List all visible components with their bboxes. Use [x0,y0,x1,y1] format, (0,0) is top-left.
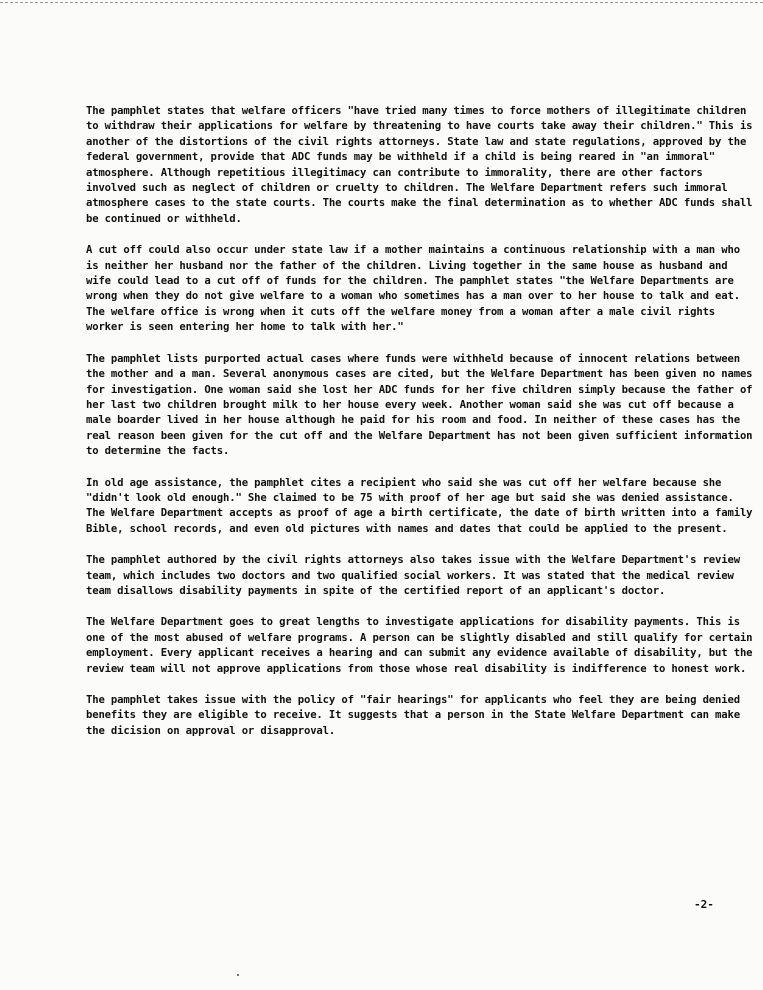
paragraph-7: The pamphlet takes issue with the policy of "fair hearings" for applicants who feel they are being denied benefits they are eligible to receive. It suggests that a person in the State Welfare Department can make the dicision on approval or disapproval. [86,694,740,737]
paragraph-4: In old age assistance, the pamphlet cites a recipient who said she was cut off her welfare because she "didn't look old enough." She claimed to be 75 with proof of her age but said she was denied assistance. The Welfare Department accepts as proof of age a birth certificate, the date of birth written into a family Bible, school records, and even old pictures with names and dates that could be applied to the present. [86,476,753,535]
paragraph-5: The pamphlet authored by the civil rights attorneys also takes issue with the Welfare Department's review team, which includes two doctors and two qualified social workers. It was stated that the medical review team disallows disability payments in spite of the certified report of an applicant's doctor. [86,554,740,597]
scan-speck [237,974,239,976]
paragraph-6: The Welfare Department goes to great lengths to investigate applications for disability payments. This is one of the most abused of welfare programs. A person can be slightly disabled and still qualify for certain employment. Every applicant receives a hearing and can submit any evidence available of disability, but the review team will not approve applications from those whose real disability is indifference to honest work. [86,616,753,675]
paragraph-3: The pamphlet lists purported actual cases where funds were withheld because of innocent relations between the mother and a man. Several anonymous cases are cited, but the Welfare Department has been given no names for investigation. One woman said she lost her ADC funds for her five children simply because the father of her last two children brought milk to her house every week. Another woman said she was cut off because a male boarder lived in her house although he paid for his room and food. In neither of these cases has the real reason been given for the cut off and the Welfare Department has not been given sufficient information to determine the facts. [86,352,753,458]
paragraph-1: The pamphlet states that welfare officers "have tried many times to force mothers of illegitimate children to withdraw their applications for welfare by threatening to have courts take away their children." This is another of the distortions of the civil rights attorneys. State law and state regulations, approved by the federal government, provide that ADC funds may be withheld if a child is being reared in "an immoral" atmosphere. Although repetitious illegitimacy can contribute to immorality, there are other factors involved such as neglect of children or cruelty to children. The Welfare Department refers such immoral atmosphere cases to the state courts. The courts make the final determination as to whether ADC funds shall be continued or withheld. [86,105,753,225]
paragraph-2: A cut off could also occur under state law if a mother maintains a continuous relationship with a man who is neither her husband nor the father of the children. Living together in the same house as husband and wife could lead to a cut off of funds for the children. The pamphlet states "the Welfare Departments are wrong when they do not give welfare to a woman who sometimes has a man over to her house to talk and eat. The welfare office is wrong when it cuts off the welfare money from a woman after a male civil rights worker is seen entering her home to talk with her." [86,244,740,334]
document-body [86,104,758,755]
page-number: -2- [694,898,714,911]
page-top-edge [0,2,763,3]
